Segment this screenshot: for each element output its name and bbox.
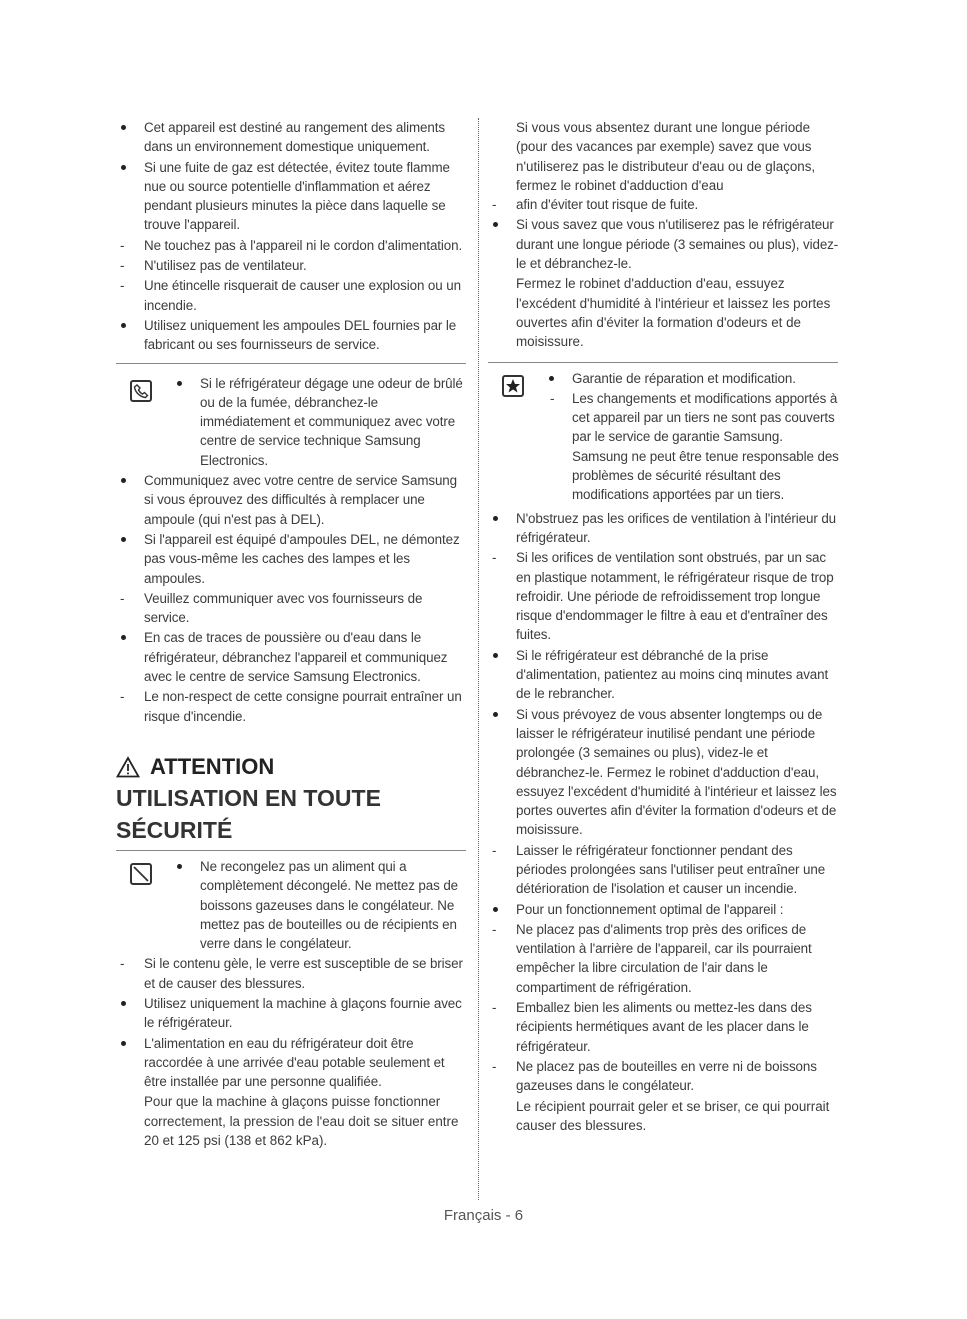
bullet-marker	[121, 165, 126, 170]
list-item-text: Ne touchez pas à l'appareil ni le cordon d'alimentation.	[144, 237, 463, 253]
list-item	[540, 389, 840, 505]
bullet-marker	[121, 323, 126, 328]
bullet-marker	[493, 222, 498, 227]
list-item	[168, 857, 468, 953]
list-item	[488, 646, 840, 704]
list-item	[540, 369, 840, 388]
list-item-text: Si une fuite de gaz est détectée, évitez toute flamme nue ou source potentielle d'inflammation et aérez pendant plusieurs minutes la pièce dans laquelle se trouve l'appareil.	[144, 159, 450, 233]
list-item	[488, 215, 840, 273]
list-item-text: Fermez le robinet d'adduction d'eau, essuyez l'excédent d'humidité à l'intérieur et laissez les portes ouvertes afin d'éviter la formation d'odeurs et de moisissure.	[516, 276, 831, 350]
warning-triangle-icon	[116, 756, 140, 778]
list-item-text: Si le réfrigérateur dégage une odeur de brûlé ou de la fumée, débranchez-le immédiatement et communiquez avec votre centre de service technique Samsung Electronics.	[200, 375, 463, 468]
page-title-line2: SÉCURITÉ	[116, 816, 233, 843]
list-item-text: Ne recongelez pas un aliment qui a complètement décongelé. Ne mettez pas de boissons gazeuses dans le congélateur. Ne mettez pas de bouteilles ou de récipients en verre dans le congélateur.	[200, 858, 459, 952]
star-note-box	[488, 369, 840, 505]
list-item	[488, 548, 840, 644]
list-item	[116, 1034, 468, 1092]
dash-marker: -	[550, 390, 555, 406]
phone-note-list	[168, 374, 468, 470]
list-item	[488, 118, 840, 195]
right-column	[488, 118, 840, 1135]
list-item-text: Si le contenu gèle, le verre est susceptible de se briser et de causer des blessures.	[144, 956, 463, 991]
list-item-text: Le non-respect de cette consigne pourrait entraîner un risque d'incendie.	[144, 689, 462, 724]
list-item-text: Une étincelle risquerait de causer une explosion ou un incendie.	[144, 278, 461, 313]
dash-marker: -	[120, 956, 125, 972]
list-item-text: Laisser le réfrigérateur fonctionner pendant des périodes prolongées sans l'utiliser peut entraîner une détérioration de l'isolation et causer un incendie.	[516, 842, 826, 897]
bullet-marker	[121, 1001, 126, 1006]
bullet-marker	[177, 381, 182, 386]
list-item	[488, 195, 840, 214]
bullet-marker	[121, 478, 126, 483]
list-item-text: Si vous prévoyez de vous absenter longtemps ou de laisser le réfrigérateur inutilisé pendant une période prolongée (3 semaines ou plus), videz-le et débranchez-le. Fermez le robinet d'adduction d'eau, essuyez l'excédent d'humidité à l'intérieur et laissez les portes ouvertes afin d'éviter la formation d'odeurs et de moisissure.	[516, 706, 837, 838]
list-item-text: Pour un fonctionnement optimal de l'appareil :	[516, 901, 784, 917]
list-item	[116, 687, 468, 726]
list-item-text: En cas de traces de poussière ou d'eau dans le réfrigérateur, débranchez l'appareil et communiquez avec le centre de service Samsung Electronics.	[144, 630, 448, 685]
dash-marker: -	[492, 1058, 497, 1074]
bullet-marker	[493, 516, 498, 521]
list-item	[116, 589, 468, 628]
list-item	[488, 1057, 840, 1096]
section-heading	[116, 754, 468, 844]
list-item	[116, 316, 468, 355]
column-divider	[478, 118, 479, 1200]
list-item	[116, 118, 468, 157]
list-item-text: Ne placez pas de bouteilles en verre ni de boissons gazeuses dans le congélateur.	[516, 1058, 817, 1094]
dash-marker: -	[120, 237, 125, 253]
prohibited-note-box	[116, 857, 468, 953]
list-item	[488, 1097, 840, 1136]
list-item	[488, 509, 840, 548]
list-item	[488, 900, 840, 919]
bullet-marker	[549, 376, 554, 381]
list-item-text: Les changements et modifications apportés à cet appareil par un tiers ne sont pas couverts par le service de garantie Samsung. Samsung ne peut être tenue responsable des problèmes de sécurité résultant des modifications apportées par un tiers.	[572, 390, 839, 503]
bullet-marker	[493, 907, 498, 912]
list-item-text: L'alimentation en eau du réfrigérateur doit être raccordée à une arrivée d'eau potable seulement et être installée par une personne qualifiée.	[144, 1035, 445, 1090]
left-bottom-list	[116, 954, 468, 1150]
list-item-text: Si les orifices de ventilation sont obstrués, par un sac en plastique notamment, le réfrigérateur risque de trop refroidir. Une période de refroidissement trop longue risque d'endommager le filtre à eau et d'entraîner des fuites.	[516, 550, 834, 643]
list-item	[168, 374, 468, 470]
list-item-text: Emballez bien les aliments ou mettez-les dans des récipients hermétiques avant de les placer dans le réfrigérateur.	[516, 1000, 812, 1054]
left-top-list	[116, 118, 468, 355]
left-mid-list	[116, 471, 468, 726]
list-item-text: Communiquez avec votre centre de service Samsung si vous éprouvez des difficultés à remplacer une ampoule (qui n'est pas à DEL).	[144, 473, 458, 527]
prohibited-icon	[130, 863, 152, 885]
list-item	[116, 954, 468, 993]
list-item	[116, 628, 468, 686]
bullet-marker	[177, 864, 182, 869]
list-item	[116, 158, 468, 235]
list-item-text: Cet appareil est destiné au rangement des aliments dans un environnement domestique uniquement.	[144, 120, 445, 155]
bullet-marker	[121, 125, 126, 130]
list-item	[116, 471, 468, 529]
bullet-marker	[493, 712, 498, 717]
phone-icon	[130, 380, 152, 402]
page-title-line1: UTILISATION EN TOUTE	[116, 784, 381, 811]
dash-marker: -	[120, 278, 125, 294]
dash-marker: -	[492, 550, 497, 566]
list-item	[116, 256, 468, 275]
right-top-list	[488, 118, 840, 352]
list-item-text: Pour que la machine à glaçons puisse fonctionner correctement, la pression de l'eau doit se situer entre 20 et 125 psi (138 et 862 kPa).	[144, 1094, 459, 1149]
list-item-text: Utilisez uniquement les ampoules DEL fournies par le fabricant ou ses fournisseurs de service.	[144, 317, 457, 353]
dash-marker: -	[120, 689, 125, 705]
dash-marker: -	[492, 197, 497, 213]
bullet-marker	[493, 653, 498, 658]
phone-note-box	[116, 374, 468, 470]
list-item	[488, 274, 840, 351]
list-item	[116, 994, 468, 1033]
page-footer: Français - 6	[443, 1207, 524, 1224]
list-item-text: afin d'éviter tout risque de fuite.	[516, 197, 699, 213]
list-item	[488, 998, 840, 1056]
list-item-text: Garantie de réparation et modification.	[572, 370, 796, 386]
prohibited-note-list	[168, 857, 468, 953]
list-item	[488, 920, 840, 997]
attention-heading	[116, 754, 468, 780]
list-item-text: Ne placez pas d'aliments trop près des orifices de ventilation à l'arrière de l'appareil, car ils pourraient empêcher la libre circulation de l'air dans le compartiment de réfrigération.	[516, 921, 812, 995]
bullet-marker	[121, 635, 126, 640]
divider	[488, 362, 838, 363]
list-item	[116, 530, 468, 588]
list-item	[488, 705, 840, 840]
list-item-text: N'utilisez pas de ventilateur.	[144, 258, 307, 274]
list-item	[116, 276, 468, 315]
dash-marker: -	[492, 1000, 497, 1016]
right-bottom-list	[488, 509, 840, 1136]
list-item	[116, 236, 468, 255]
divider	[116, 850, 466, 851]
left-column	[116, 118, 468, 1150]
dash-marker: -	[492, 842, 497, 858]
divider	[116, 363, 466, 364]
list-item-text: Si vous savez que vous n'utiliserez pas le réfrigérateur durant une longue période (3 semaines ou plus), videz-le et débranchez-le.	[516, 217, 839, 272]
dash-marker: -	[120, 258, 125, 274]
attention-label: ATTENTION	[150, 753, 275, 779]
list-item	[488, 841, 840, 899]
star-icon	[502, 375, 524, 397]
list-item-text: Veuillez communiquer avec vos fournisseurs de service.	[144, 590, 423, 626]
dash-marker: -	[492, 921, 497, 937]
star-note-list	[540, 369, 840, 505]
list-item-text: N'obstruez pas les orifices de ventilation à l'intérieur du réfrigérateur.	[516, 510, 837, 545]
bullet-marker	[121, 537, 126, 542]
bullet-marker	[121, 1041, 126, 1046]
list-item-text: Utilisez uniquement la machine à glaçons fournie avec le réfrigérateur.	[144, 995, 462, 1031]
list-item-text: Si le réfrigérateur est débranché de la prise d'alimentation, patientez au moins cinq minutes avant de le rebrancher.	[516, 647, 829, 702]
dash-marker: -	[120, 590, 125, 606]
list-item	[116, 1092, 468, 1150]
list-item-text: Si vous vous absentez durant une longue période (pour des vacances par exemple) savez que vous n'utiliserez pas le distributeur d'eau ou de glaçons, fermez le robinet d'adduction d'eau	[516, 120, 816, 193]
list-item-text: Le récipient pourrait geler et se briser, ce qui pourrait causer des blessures.	[516, 1098, 830, 1133]
list-item-text: Si l'appareil est équipé d'ampoules DEL, ne démontez pas vous-même les caches des lampes et les ampoules.	[144, 531, 460, 586]
